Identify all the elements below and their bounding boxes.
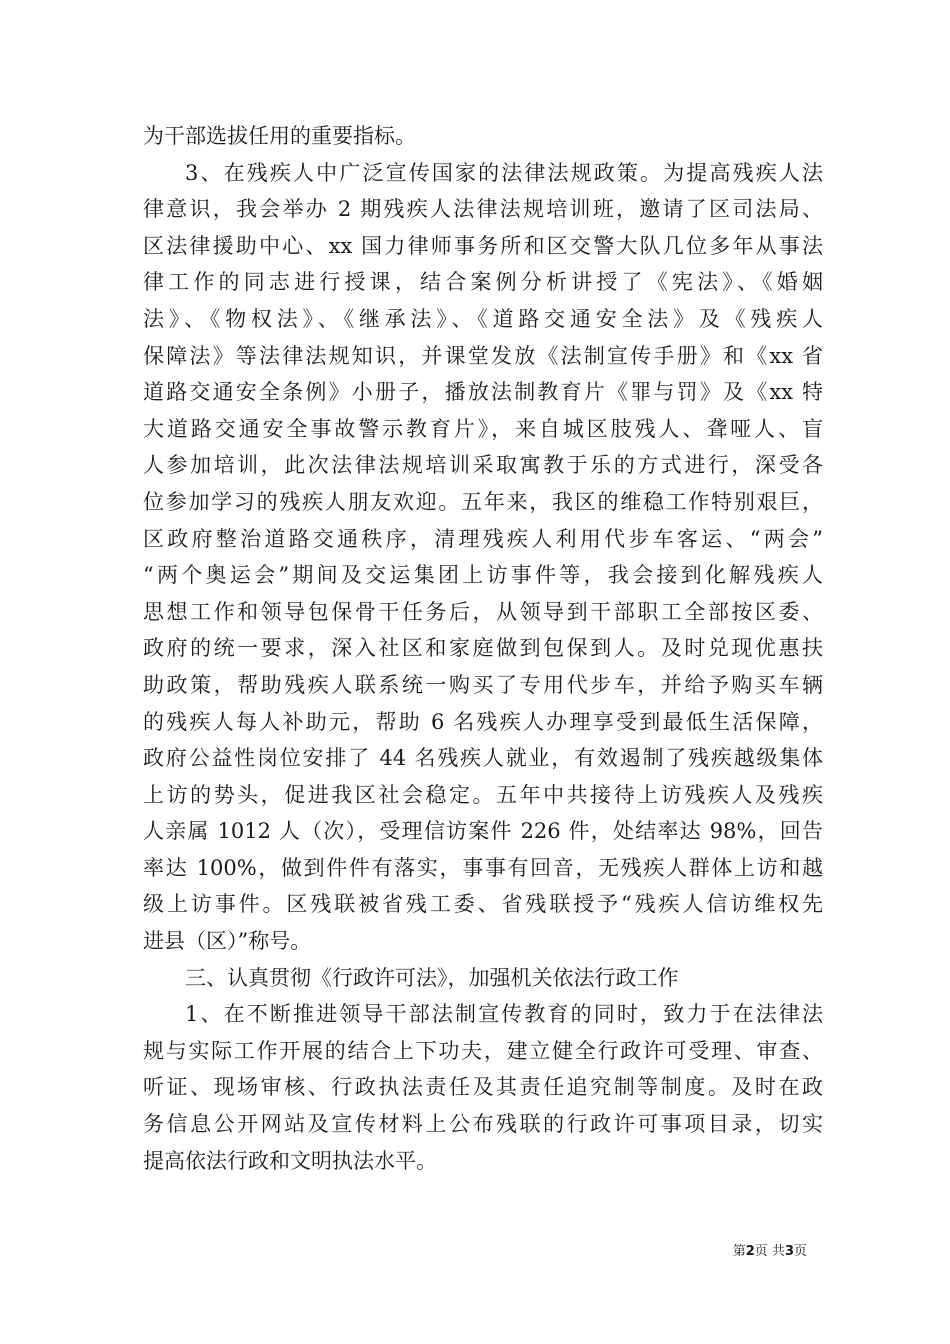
text-line: 道路交通安全条例》小册子，播放法制教育片《罪与罚》及《xx 特 (143, 380, 823, 405)
text-line: 进县（区）”称号。 (143, 929, 312, 954)
footer-middle: 页 共 (754, 1244, 785, 1259)
text-line: 的残疾人每人补助元，帮助 6 名残疾人办理享受到最低生活保障， (143, 709, 823, 734)
text-line: 规与实际工作开展的结合上下功夫，建立健全行政许可受理、审查、 (143, 1038, 823, 1063)
text-line: 大道路交通安全事故警示教育片》，来自城区肢残人、聋哑人、盲 (143, 416, 823, 441)
text-line: 区法律援助中心、xx 国力律师事务所和区交警大队几位多年从事法 (143, 233, 823, 258)
text-line: 1、在不断推进领导干部法制宣传教育的同时，致力于在法律法 (185, 1002, 823, 1027)
text-line: 务信息公开网站及宣传材料上公布残联的行政许可事项目录，切实 (143, 1112, 823, 1137)
text-line: 保障法》等法律法规知识，并课堂发放《法制宣传手册》和《xx 省 (143, 343, 823, 368)
page-number-footer (733, 1243, 807, 1261)
footer-current-page: 2 (745, 1244, 755, 1259)
text-line: 提高依法行政和文明执法水平。 (143, 1148, 437, 1173)
text-line: 三、认真贯彻《行政许可法》，加强机关依法行政工作 (185, 965, 679, 990)
text-line: 助政策，帮助残疾人联系统一购买了专用代步车，并给予购买车辆 (143, 672, 823, 697)
text-line: 位参加学习的残疾人朋友欢迎。五年来，我区的维稳工作特别艰巨， (143, 489, 823, 514)
text-line: 人亲属 1012 人（次），受理信访案件 226 件，处结率达 98%，回告 (143, 819, 823, 844)
footer-total-pages: 3 (784, 1244, 794, 1259)
text-line: 律工作的同志进行授课，结合案例分析讲授了《宪法》、《婚姻 (143, 270, 823, 295)
document-body (143, 118, 823, 1179)
text-line: 政府公益性岗位安排了 44 名残疾人就业，有效遏制了残疾越级集体 (143, 746, 823, 771)
text-line: 率达 100%，做到件件有落实，事事有回音，无残疾人群体上访和越 (143, 855, 823, 880)
text-line: 政府的统一要求，深入社区和家庭做到包保到人。及时兑现优惠扶 (143, 636, 823, 661)
text-line: 为干部选拔任用的重要指标。 (143, 124, 416, 148)
text-line: 律意识，我会举办 2 期残疾人法律法规培训班，邀请了区司法局、 (143, 197, 823, 222)
footer-prefix: 第 (732, 1244, 746, 1259)
text-line: 区政府整治道路交通秩序，清理残疾人利用代步车客运、“两会” (143, 526, 823, 551)
text-line: 人参加培训，此次法律法规培训采取寓教于乐的方式进行，深受各 (143, 453, 823, 478)
footer-suffix: 页 (793, 1244, 807, 1259)
text-line: 上访的势头，促进我区社会稳定。五年中共接待上访残疾人及残疾 (143, 782, 823, 807)
text-line: 思想工作和领导包保骨干任务后，从领导到干部职工全部按区委、 (143, 599, 823, 624)
text-line: 3、在残疾人中广泛宣传国家的法律法规政策。为提高残疾人法 (185, 160, 823, 185)
text-line: 听证、现场审核、行政执法责任及其责任追究制等制度。及时在政 (143, 1075, 823, 1100)
text-line: 法》、《物权法》、《继承法》、《道路交通安全法》及《残疾人 (143, 306, 823, 331)
text-line: 级上访事件。区残联被省残工委、省残联授予“残疾人信访维权先 (143, 892, 823, 917)
text-line: “两个奥运会”期间及交运集团上访事件等，我会接到化解残疾人 (143, 563, 823, 588)
